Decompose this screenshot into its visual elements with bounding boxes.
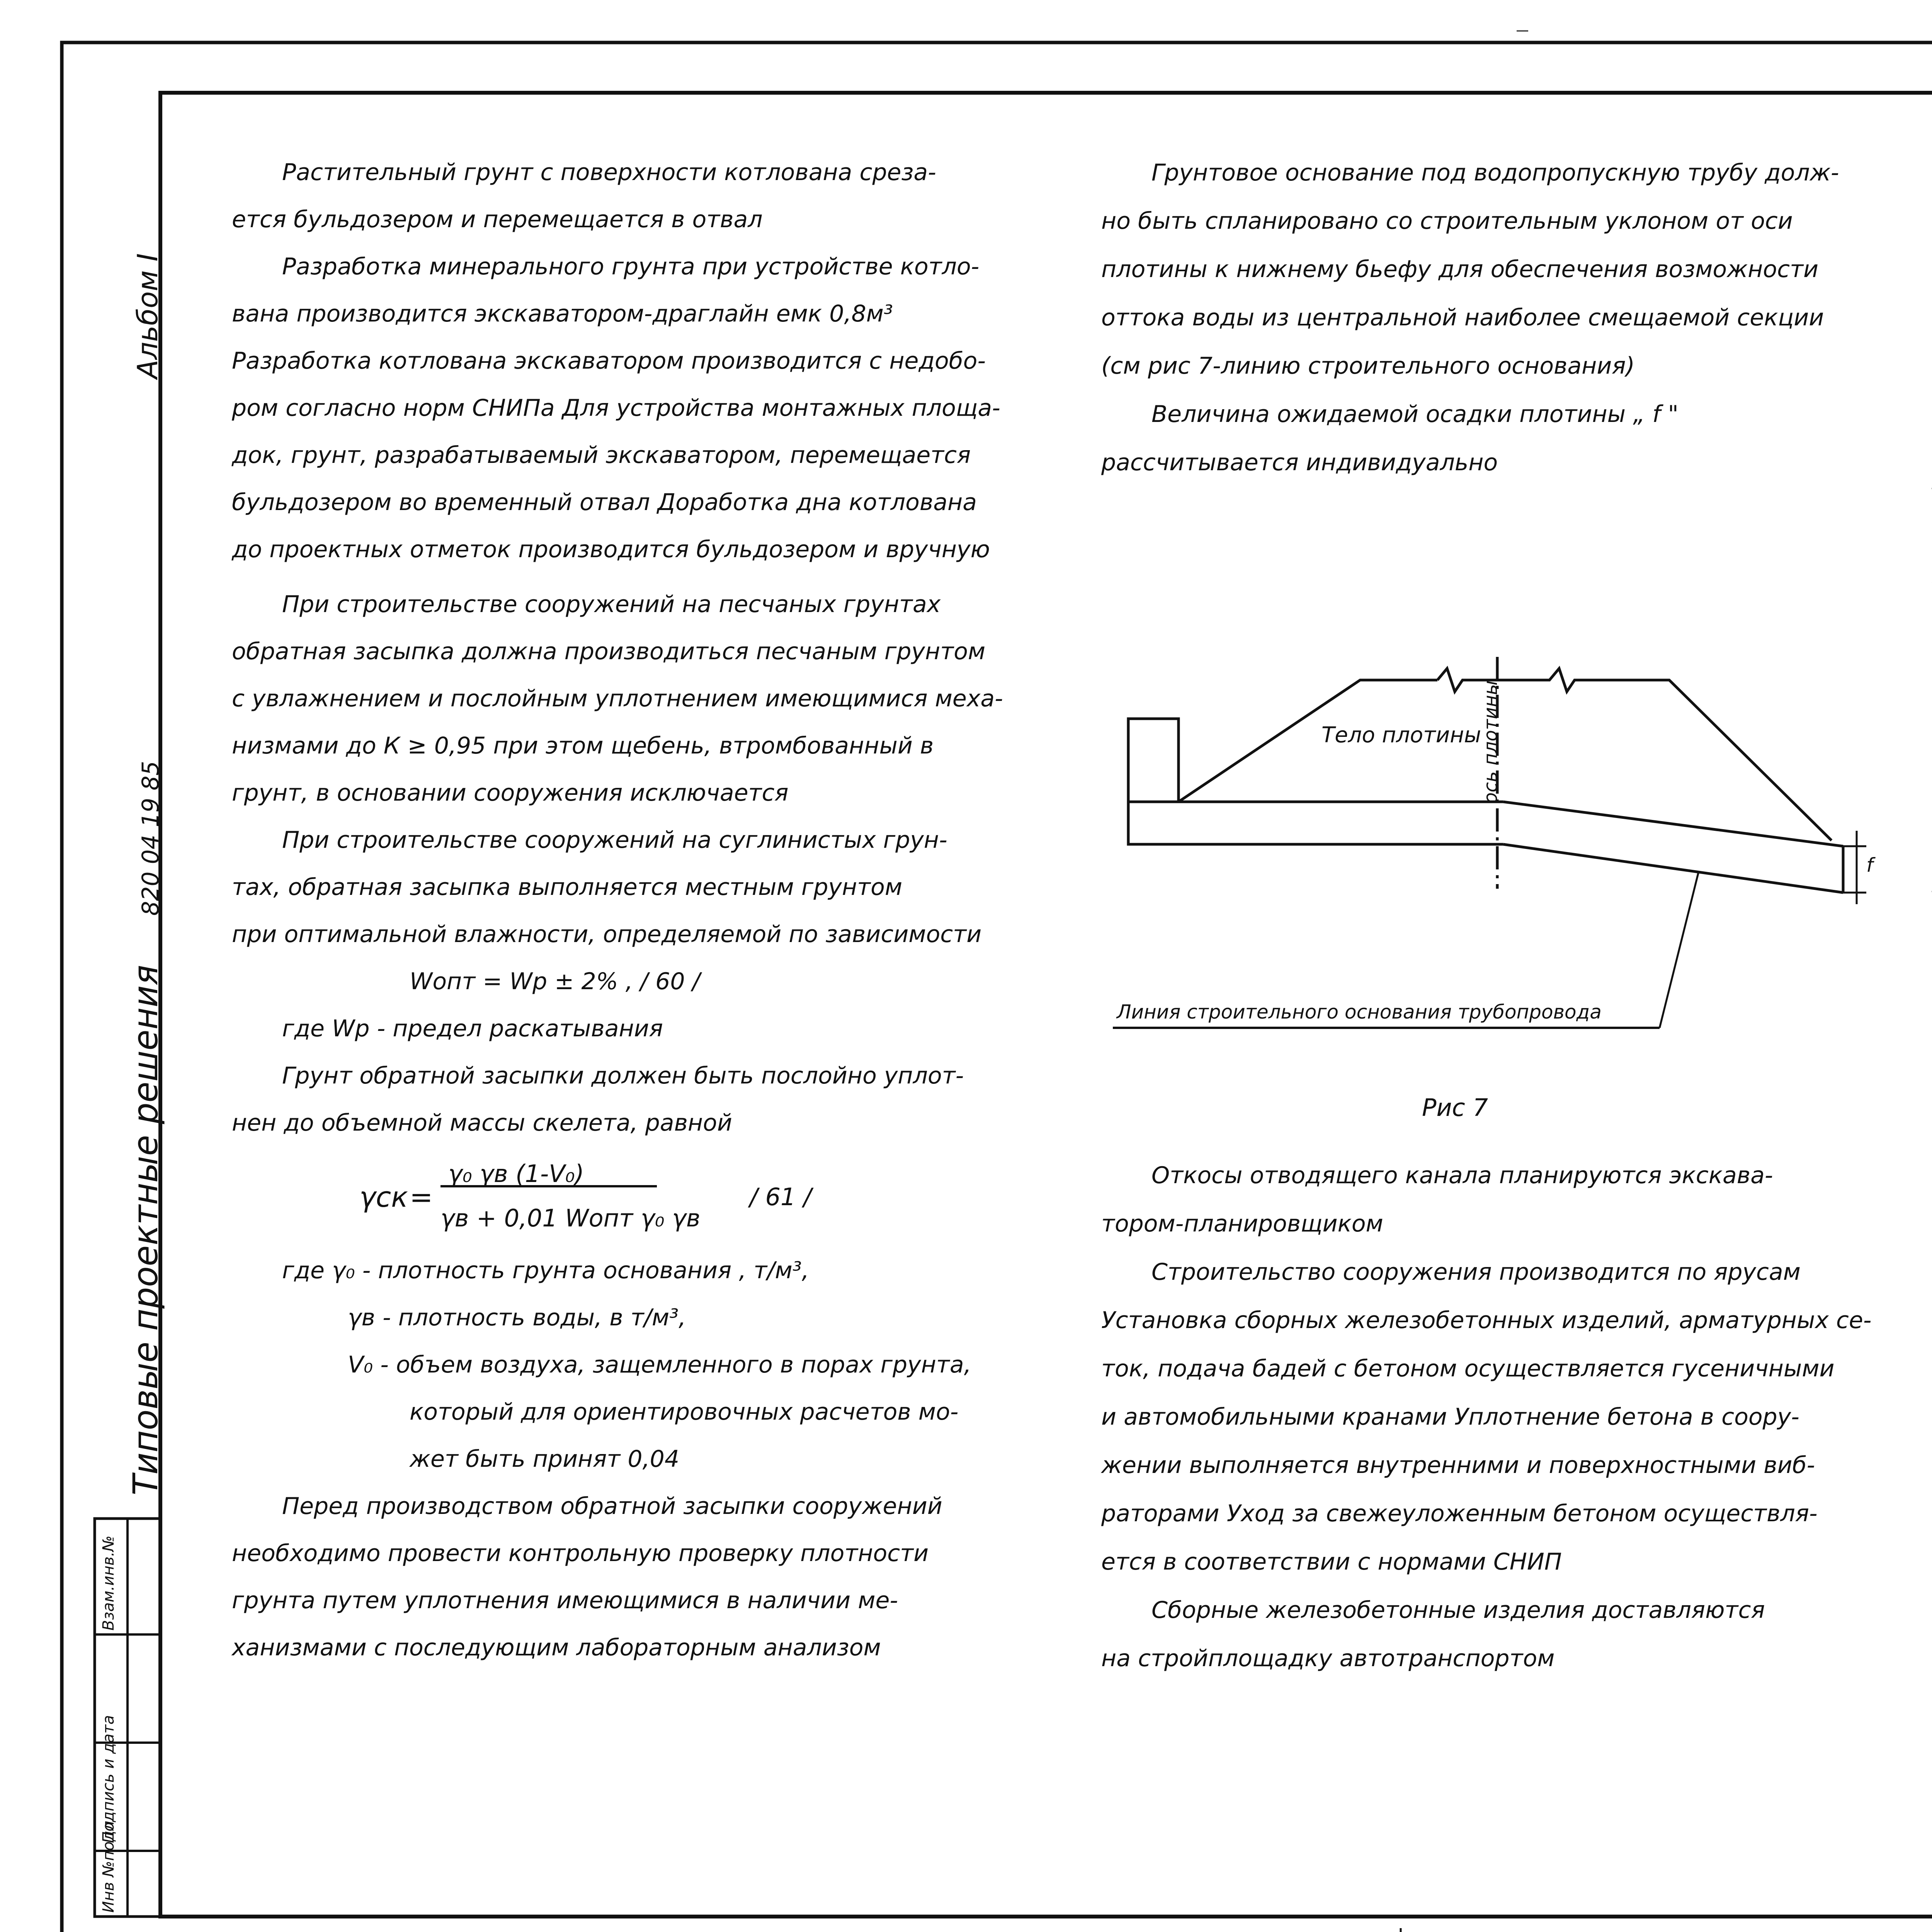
para-1-line: ется бульдозером и перемещается в отвал: [232, 206, 763, 233]
para-3-line: ром согласно норм СНИПа Для устройства монтажных площа-: [232, 395, 1000, 422]
col2-para-1-line: но быть спланировано со строительным уклоном от оси: [1101, 207, 1793, 235]
column-2: [1101, 149, 1893, 487]
formula-61-equals: =: [410, 1181, 433, 1213]
para-4-line: с увлажнением и послойным уплотнением имеющимися меха-: [232, 685, 1003, 712]
stamp-vzam-inv: Взам.инв.№: [100, 1535, 117, 1631]
label-dam-body: Тело плотины: [1321, 723, 1481, 748]
col2-para-4-line: раторами Уход за свежеуложенным бетоном осуществля-: [1101, 1500, 1818, 1527]
para-3-line: Разработка котлована экскаватором производится с недобо-: [232, 347, 986, 374]
col2-para-1-line: плотины к нижнему бьефу для обеспечения возможности: [1101, 256, 1819, 283]
para-8-line: грунта путем уплотнения имеющимися в наличии ме-: [232, 1587, 898, 1614]
stamp-podpis-data: Подпись и дата: [100, 1715, 117, 1843]
para-3-line: док, грунт, разрабатываемый экскаватором, перемещается: [232, 442, 971, 469]
where-line: который для ориентировочных расчетов мо-: [410, 1398, 959, 1425]
col2-para-1-line: Грунтовое основание под водопропускную трубу долж-: [1151, 159, 1839, 186]
label-dam-axis: ось плотины: [1480, 680, 1502, 804]
para-4-line: низмами до К ≥ 0,95 при этом щебень, втромбованный в: [232, 732, 934, 759]
para-2-line: Разработка минерального грунта при устройстве котло-: [282, 253, 980, 280]
formula-61-number: / 61 /: [750, 1183, 812, 1211]
para-3-line: бульдозером во временный отвал Доработка дна котлована: [232, 489, 977, 516]
formula-61: [232, 1146, 1005, 1243]
label-settlement-f: f: [1866, 854, 1873, 876]
album-title: Альбом I: [131, 253, 164, 379]
label-base-line: Линия строительного основания трубопровода: [1117, 1001, 1602, 1023]
para-8-line: необходимо провести контрольную проверку плотности: [232, 1540, 929, 1567]
col2-para-4-line: Установка сборных железобетонных изделий, арматурных се-: [1101, 1307, 1872, 1334]
where-line: жет быть принят 0,04: [410, 1446, 679, 1473]
col2-para-3-line: Откосы отводящего канала планируются экскава-: [1151, 1162, 1773, 1189]
para-2-line: вана производится экскаватором-драглайн емк 0,8м³: [232, 300, 893, 327]
formula-61-numerator: γ₀ γв (1-V₀): [448, 1160, 584, 1188]
formula-61-denominator: γв + 0,01 Wопт γ₀ γв: [440, 1204, 701, 1232]
where-line: V₀ - объем воздуха, защемленного в порах грунта,: [348, 1351, 971, 1378]
para-1-line: Растительный грунт с поверхности котлована среза-: [282, 159, 936, 186]
para-7-line: нен до объемной массы скелета, равной: [232, 1109, 732, 1136]
wp-definition: где Wp - предел раскатывания: [282, 1015, 663, 1042]
col2-para-1-line: (см рис 7-линию строительного основания): [1101, 352, 1635, 379]
column-1: [232, 149, 1005, 1671]
col2-para-4-line: ток, подача бадей с бетоном осуществляется гусеничными: [1101, 1355, 1835, 1382]
para-3-line: до проектных отметок производится бульдозером и вручную: [232, 536, 990, 563]
col2-para-2-line: рассчитывается индивидуально: [1101, 449, 1498, 476]
series-title: Типовые проектные решения: [126, 964, 165, 1495]
col2-para-4-line: жении выполняется внутренними и поверхностными виб-: [1101, 1452, 1815, 1479]
col2-para-2-line: Величина ожидаемой осадки плотины „ f ": [1151, 401, 1679, 428]
col2-para-4-line: ется в соответствии с нормами СНИП: [1101, 1548, 1562, 1575]
col2-para-1-line: оттока воды из центральной наиболее смещаемой секции: [1101, 304, 1824, 331]
para-8-line: Перед производством обратной засыпки сооружений: [282, 1493, 942, 1520]
col2-para-4-line: Строительство сооружения производится по ярусам: [1151, 1259, 1801, 1286]
formula-61-lhs: γск: [359, 1181, 408, 1213]
col2-para-5-line: на стройплощадку автотранспортом: [1101, 1645, 1555, 1672]
para-5-line: тах, обратная засыпка выполняется местным грунтом: [232, 874, 903, 901]
figure-caption: Рис 7: [1422, 1094, 1488, 1122]
fraction-bar: [440, 1185, 657, 1187]
where-line: где γ₀ - плотность грунта основания , т/м³,: [282, 1257, 809, 1284]
para-7-line: Грунт обратной засыпки должен быть послойно уплот-: [282, 1062, 964, 1089]
formula-60: Wопт = Wp ± 2% , / 60 /: [410, 968, 700, 995]
stamp-inv-podl: Инв №подл: [100, 1821, 117, 1913]
para-5-line: При строительстве сооружений на суглинистых грун-: [282, 827, 947, 854]
para-8-line: ханизмами с последующим лабораторным анализом: [232, 1634, 881, 1661]
project-code-vertical: 820 04 19 85: [137, 761, 164, 916]
para-4-line: обратная засыпка должна производиться песчаным грунтом: [232, 638, 986, 665]
where-line: γв - плотность воды, в т/м³,: [348, 1304, 686, 1331]
col2-para-5-line: Сборные железобетонные изделия доставляются: [1151, 1597, 1765, 1624]
col2-para-3-line: тором-планировщиком: [1101, 1210, 1383, 1237]
para-4-line: грунт, в основании сооружения исключается: [232, 779, 789, 806]
col2-para-4-line: и автомобильными кранами Уплотнение бетона в соору-: [1101, 1403, 1799, 1430]
para-5-line: при оптимальной влажности, определяемой по зависимости: [232, 921, 982, 948]
column-2-lower: [1101, 1151, 1893, 1683]
para-4-line: При строительстве сооружений на песчаных грунтах: [282, 591, 941, 618]
